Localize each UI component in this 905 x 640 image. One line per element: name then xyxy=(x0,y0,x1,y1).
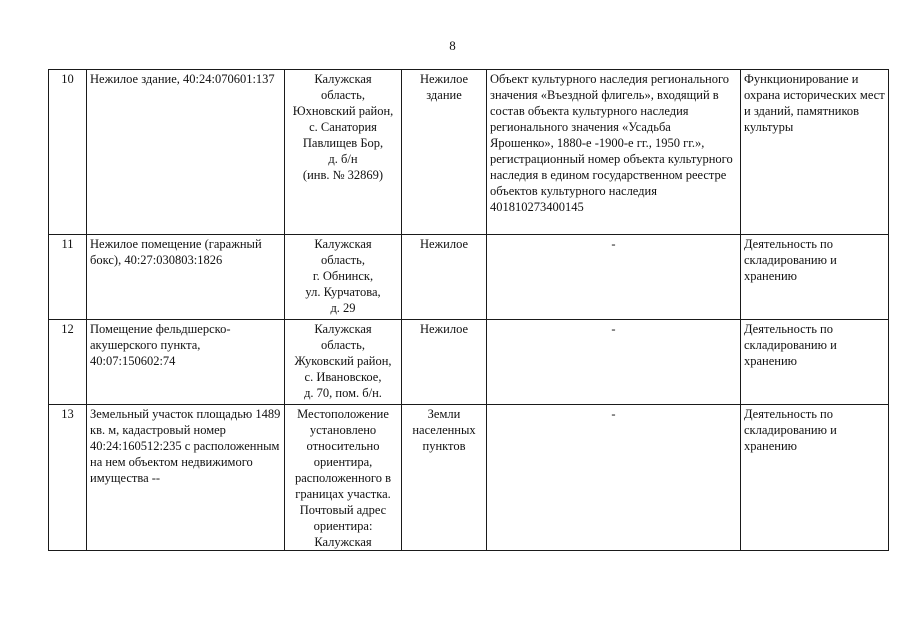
heritage-info: Объект культурного наследия регионального значения «Въездной флигель», входящий в состав объекта культурного наследия регионального значения «Усадьба Ярошенко», 1880-е -1900-е гг., 1950 гг.», регистрационный номер объекта культурного наследия в едином государственном реестре объектов культурного наследия 401810273400145 xyxy=(487,70,741,235)
row-number: 11 xyxy=(49,235,87,320)
object-purpose: Деятельность по складированию и хранению xyxy=(741,235,889,320)
address-line: Юхновский район, xyxy=(292,104,394,118)
object-name: Нежилое помещение (гаражный бокс), 40:27:030803:1826 xyxy=(87,235,285,320)
address-line: д. 29 xyxy=(330,301,356,315)
object-purpose: Деятельность по складированию и хранению xyxy=(741,320,889,405)
address-line: Калужская xyxy=(314,535,372,549)
address-line: с. Ивановское, xyxy=(304,370,382,384)
address-line: Калужская xyxy=(314,322,372,336)
address-line: расположенного в xyxy=(294,471,392,485)
object-name: Земельный участок площадью 1489 кв. м, кадастровый номер 40:24:160512:235 с расположенным на нем объектом недвижимого имущества -- xyxy=(87,405,285,551)
address-line: ориентира, xyxy=(313,455,373,469)
object-address xyxy=(285,235,402,320)
address-line: Павлищев Бор, xyxy=(302,136,384,150)
object-purpose: Функционирование и охрана исторических мест и зданий, памятников культуры xyxy=(741,70,889,235)
address-line: ул. Курчатова, xyxy=(305,285,381,299)
object-name: Помещение фельдшерско-акушерского пункта, 40:07:150602:74 xyxy=(87,320,285,405)
row-number: 13 xyxy=(49,405,87,551)
row-number: 12 xyxy=(49,320,87,405)
address-line: с. Санатория xyxy=(309,120,377,134)
heritage-info: - xyxy=(487,405,741,551)
table-row xyxy=(49,235,889,320)
address-line: ориентира: xyxy=(313,519,373,533)
address-line: установлено xyxy=(309,423,377,437)
table-row xyxy=(49,70,889,235)
address-line: Калужская xyxy=(314,72,372,86)
address-line: область, xyxy=(321,88,365,102)
object-address xyxy=(285,70,402,235)
address-line: относительно xyxy=(306,439,380,453)
object-kind: Нежилое здание xyxy=(402,70,487,235)
object-purpose: Деятельность по складированию и хранению xyxy=(741,405,889,551)
object-kind: Земли населенных пунктов xyxy=(402,405,487,551)
address-line: д. б/н xyxy=(328,152,358,166)
object-name: Нежилое здание, 40:24:070601:137 xyxy=(87,70,285,235)
address-line: область, xyxy=(321,253,365,267)
table-row xyxy=(49,320,889,405)
address-line: Местоположение xyxy=(297,407,389,421)
heritage-info: - xyxy=(487,235,741,320)
object-kind: Нежилое xyxy=(402,235,487,320)
address-line: г. Обнинск, xyxy=(312,269,374,283)
address-line: Калужская xyxy=(314,237,372,251)
row-number: 10 xyxy=(49,70,87,235)
property-registry-table xyxy=(48,69,889,551)
table-row xyxy=(49,405,889,551)
address-line: Жуковский район, xyxy=(294,354,392,368)
address-line: область, xyxy=(321,338,365,352)
address-line: границах участка. xyxy=(295,487,391,501)
address-line: д. 70, пом. б/н. xyxy=(304,386,382,400)
object-address xyxy=(285,405,402,551)
object-kind: Нежилое xyxy=(402,320,487,405)
heritage-info: - xyxy=(487,320,741,405)
object-address xyxy=(285,320,402,405)
address-line: Почтовый адрес xyxy=(299,503,387,517)
address-line: (инв. № 32869) xyxy=(302,168,384,182)
page-number: 8 xyxy=(449,38,456,53)
